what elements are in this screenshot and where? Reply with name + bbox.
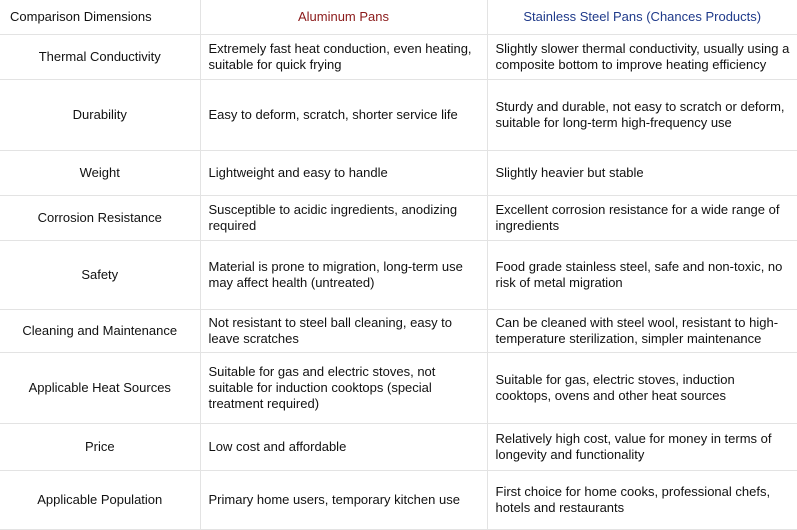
table-header-row [0,0,797,35]
table-row [0,196,797,241]
table-row [0,424,797,471]
stainless-cell: First choice for home cooks, professional chefs, hotels and restaurants [487,471,797,530]
aluminum-cell: Material is prone to migration, long-term use may affect health (untreated) [200,241,487,310]
dimension-cell: Safety [0,241,200,310]
header-stainless-steel-pans: Stainless Steel Pans (Chances Products) [487,0,797,35]
aluminum-cell: Suitable for gas and electric stoves, not suitable for induction cooktops (special treatment required) [200,353,487,424]
stainless-cell: Can be cleaned with steel wool, resistant to high-temperature sterilization, simpler maintenance [487,310,797,353]
table-row [0,310,797,353]
aluminum-cell: Lightweight and easy to handle [200,151,487,196]
stainless-cell: Sturdy and durable, not easy to scratch or deform, suitable for long-term high-frequency use [487,80,797,151]
aluminum-cell: Easy to deform, scratch, shorter service life [200,80,487,151]
table-row [0,80,797,151]
table-row [0,241,797,310]
header-comparison-dimensions: Comparison Dimensions [0,0,200,35]
table-row [0,35,797,80]
stainless-cell: Slightly slower thermal conductivity, usually using a composite bottom to improve heating efficiency [487,35,797,80]
table-row [0,471,797,530]
table-row [0,151,797,196]
aluminum-cell: Low cost and affordable [200,424,487,471]
dimension-cell: Corrosion Resistance [0,196,200,241]
aluminum-cell: Primary home users, temporary kitchen use [200,471,487,530]
dimension-cell: Applicable Heat Sources [0,353,200,424]
stainless-cell: Excellent corrosion resistance for a wide range of ingredients [487,196,797,241]
dimension-cell: Price [0,424,200,471]
dimension-cell: Thermal Conductivity [0,35,200,80]
dimension-cell: Durability [0,80,200,151]
dimension-cell: Cleaning and Maintenance [0,310,200,353]
stainless-cell: Food grade stainless steel, safe and non-toxic, no risk of metal migration [487,241,797,310]
aluminum-cell: Susceptible to acidic ingredients, anodizing required [200,196,487,241]
dimension-cell: Weight [0,151,200,196]
dimension-cell: Applicable Population [0,471,200,530]
header-aluminum-pans: Aluminum Pans [200,0,487,35]
aluminum-cell: Not resistant to steel ball cleaning, easy to leave scratches [200,310,487,353]
aluminum-cell: Extremely fast heat conduction, even heating, suitable for quick frying [200,35,487,80]
stainless-cell: Suitable for gas, electric stoves, induction cooktops, ovens and other heat sources [487,353,797,424]
stainless-cell: Slightly heavier but stable [487,151,797,196]
stainless-cell: Relatively high cost, value for money in terms of longevity and functionality [487,424,797,471]
table-row [0,353,797,424]
